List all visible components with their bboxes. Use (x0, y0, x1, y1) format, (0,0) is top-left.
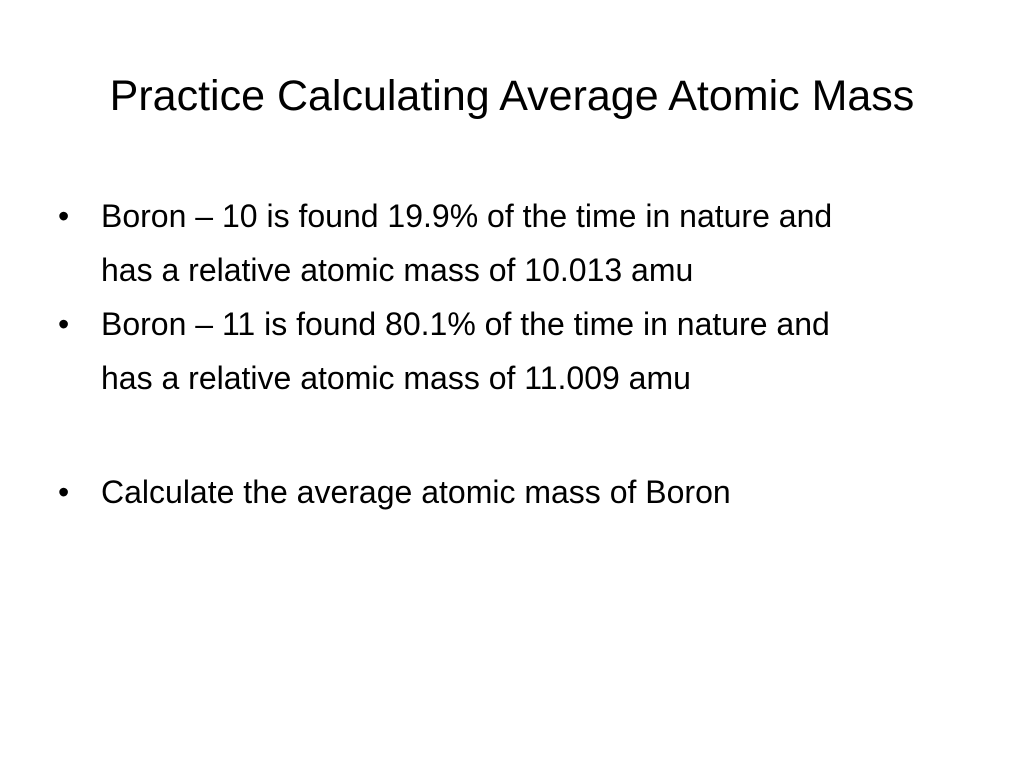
bullet-dot-icon: • (58, 474, 70, 510)
bullet-list (58, 189, 958, 519)
slide-title: Practice Calculating Average Atomic Mass (109, 72, 915, 120)
bullet-item-calculate (58, 465, 958, 519)
bullet-text: Boron – 10 is found 19.9% of the time in nature and has a relative atomic mass of 10.013 amu (101, 198, 833, 288)
bullet-item-boron-10 (58, 189, 958, 297)
bullet-text: Calculate the average atomic mass of Boron (101, 474, 731, 510)
bullet-dot-icon: • (58, 198, 70, 234)
bullet-dot-icon: • (58, 306, 70, 342)
bullet-item-boron-11 (58, 297, 958, 405)
bullet-text: Boron – 11 is found 80.1% of the time in nature and has a relative atomic mass of 11.009 amu (101, 306, 830, 396)
